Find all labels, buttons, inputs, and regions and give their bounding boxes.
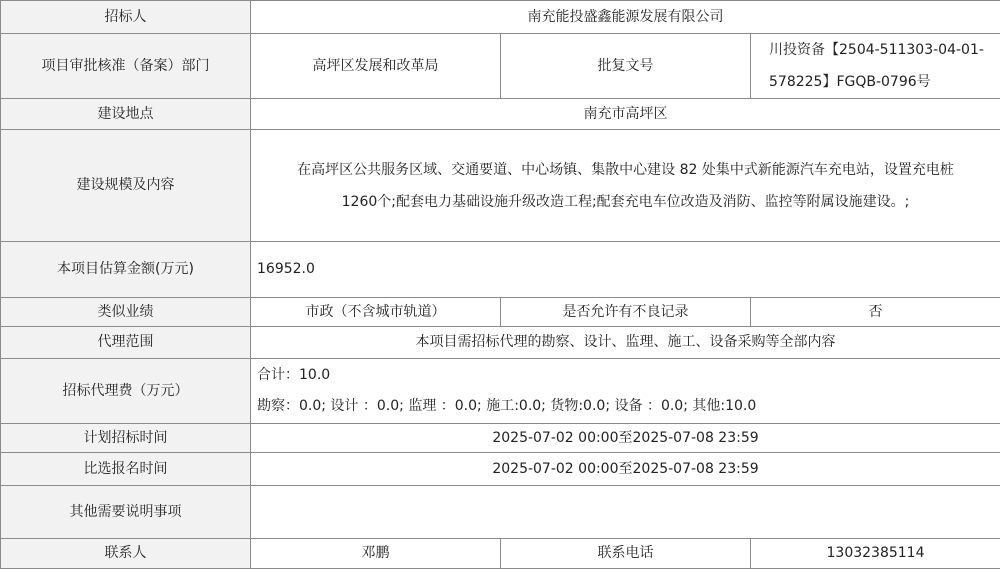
contact-value: 邓鹏 (251, 539, 501, 569)
fee-total: 合计：10.0 (257, 367, 331, 383)
scale-value (251, 130, 1000, 242)
location-value: 南充市高坪区 (251, 99, 1000, 130)
bad-record-value: 否 (751, 298, 1000, 327)
bad-record-label: 是否允许有不良记录 (501, 298, 751, 327)
similar-value: 市政（不含城市轨道） (251, 298, 501, 327)
approval-doc-value (751, 34, 1000, 99)
row-scope (1, 327, 1000, 359)
tenderer-value: 南充能投盛鑫能源发展有限公司 (251, 1, 1000, 34)
phone-value: 13032385114 (751, 539, 1000, 569)
similar-label: 类似业绩 (1, 298, 251, 327)
fee-value (251, 359, 1000, 424)
approval-dept-value: 高坪区发展和改革局 (251, 34, 501, 99)
approval-doc-label: 批复文号 (501, 34, 751, 99)
row-location (1, 99, 1000, 130)
row-other (1, 486, 1000, 539)
row-scale (1, 130, 1000, 242)
approval-dept-label: 项目审批核准（备案）部门 (1, 34, 251, 99)
budget-value: 16952.0 (251, 242, 1000, 298)
row-budget (1, 242, 1000, 298)
row-tenderer (1, 1, 1000, 34)
scale-line2: 1260个;配套电力基础设施升级改造工程;配套充电车位改造及消防、监控等附属设施建设。; (341, 193, 910, 210)
plan-time-label: 计划招标时间 (1, 424, 251, 453)
signup-time-label: 比选报名时间 (1, 453, 251, 486)
row-approval (1, 34, 1000, 99)
tenderer-label: 招标人 (1, 1, 251, 34)
other-value (251, 486, 1000, 539)
scope-value: 本项目需招标代理的勘察、设计、监理、施工、设备采购等全部内容 (251, 327, 1000, 359)
signup-time-value: 2025-07-02 00:00至2025-07-08 23:59 (251, 453, 1000, 486)
location-label: 建设地点 (1, 99, 251, 130)
plan-time-value: 2025-07-02 00:00至2025-07-08 23:59 (251, 424, 1000, 453)
approval-doc-line1: 川投资备【2504-511303-04-01- (769, 42, 984, 58)
row-fee (1, 359, 1000, 424)
other-label: 其他需要说明事项 (1, 486, 251, 539)
scale-line1: 在高坪区公共服务区域、交通要道、中心场镇、集散中心建设 82 处集中式新能源汽车充电站，设置充电桩 (297, 161, 954, 178)
fee-label: 招标代理费（万元） (1, 359, 251, 424)
row-plan-time (1, 424, 1000, 453)
scope-label: 代理范围 (1, 327, 251, 359)
approval-doc-line2: 578225】FGQB-0796号 (769, 74, 931, 90)
fee-breakdown: 勘察：0.0; 设计 ：0.0; 监理 ：0.0; 施工:0.0; 货物:0.0; 设备 ：0.0; 其他:10.0 (257, 398, 757, 414)
row-contact (1, 539, 1000, 569)
phone-label: 联系电话 (501, 539, 751, 569)
contact-label: 联系人 (1, 539, 251, 569)
scale-label: 建设规模及内容 (1, 130, 251, 242)
row-signup-time (1, 453, 1000, 486)
row-similar (1, 298, 1000, 327)
budget-label: 本项目估算金额(万元) (1, 242, 251, 298)
